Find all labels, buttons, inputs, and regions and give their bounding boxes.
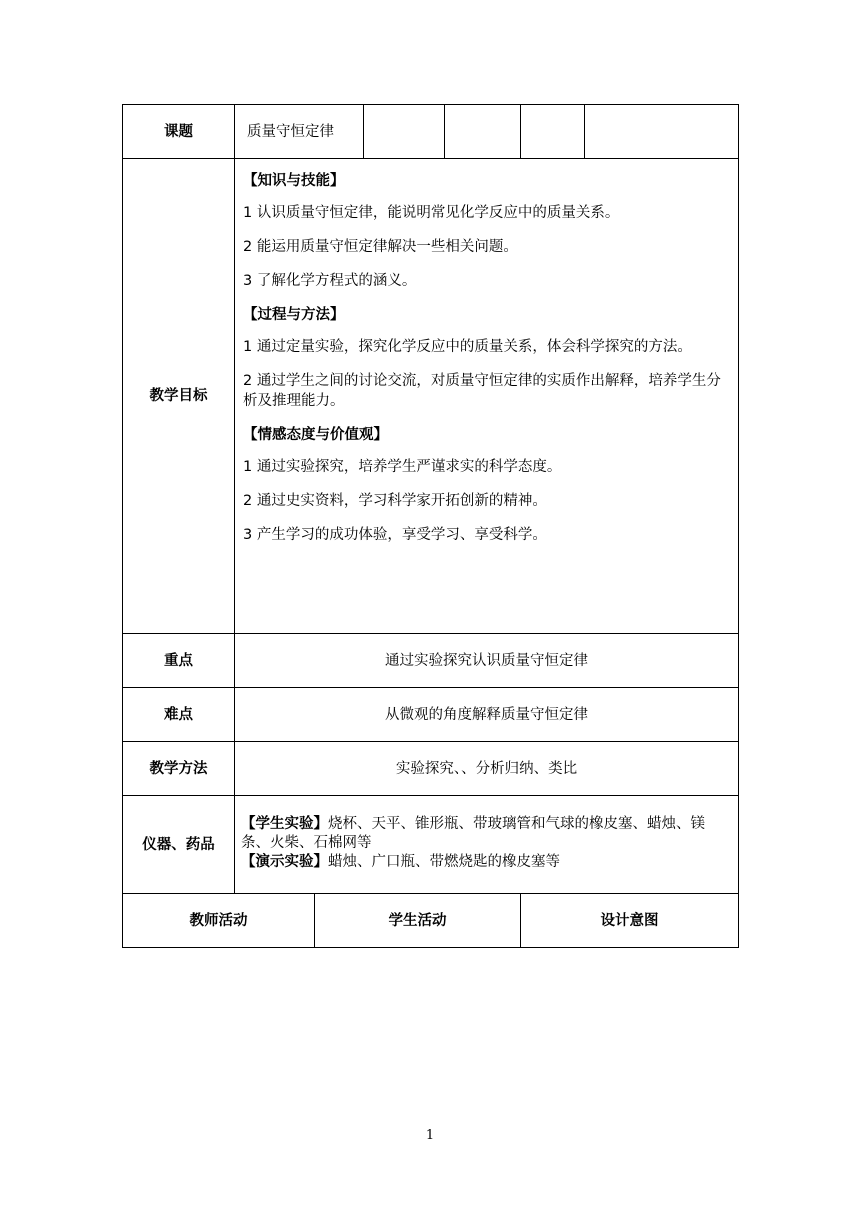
objective-item: 1 通过定量实验，探究化学反应中的质量关系，体会科学探究的方法。 (243, 339, 692, 355)
objective-item: 3 了解化学方程式的涵义。 (243, 273, 417, 289)
equipment-label: 仪器、药品 (123, 796, 235, 894)
objectives-label: 教学目标 (123, 159, 235, 634)
empty-cell-3 (521, 105, 585, 159)
equipment-row (123, 796, 739, 894)
key-point-label: 重点 (123, 634, 235, 688)
equipment-content (235, 796, 739, 894)
empty-cell-1 (364, 105, 445, 159)
objective-item: 2 通过史实资料，学习科学家开拓创新的精神。 (243, 493, 547, 509)
objective-heading: 【过程与方法】 (243, 307, 345, 323)
objective-heading: 【情感态度与价值观】 (243, 427, 388, 443)
difficulty-label: 难点 (123, 688, 235, 742)
topic-value: 质量守恒定律 (235, 105, 364, 159)
difficulty-value: 从微观的角度解释质量守恒定律 (235, 688, 739, 742)
design-intent-header: 设计意图 (521, 894, 739, 948)
objective-item: 3 产生学习的成功体验，享受学习、享受科学。 (243, 527, 547, 543)
student-experiment (241, 815, 732, 853)
student-experiment-label: 【学生实验】 (241, 816, 328, 832)
objective-heading: 【知识与技能】 (243, 173, 345, 189)
demo-experiment (241, 853, 732, 872)
student-experiment-text: 烧杯、天平、锥形瓶、带玻璃管和气球的橡皮塞、蜡烛、镁条、火柴、石棉网等 (241, 816, 705, 851)
objective-item: 1 通过实验探究，培养学生严谨求实的科学态度。 (243, 459, 562, 475)
topic-label: 课题 (123, 105, 235, 159)
method-label: 教学方法 (123, 742, 235, 796)
empty-cell-2 (445, 105, 521, 159)
empty-cell-4 (585, 105, 739, 159)
key-point-value: 通过实验探究认识质量守恒定律 (235, 634, 739, 688)
page-number: 1 (425, 1128, 435, 1143)
objective-item: 1 认识质量守恒定律，能说明常见化学反应中的质量关系。 (243, 205, 620, 221)
activities-header-row (123, 894, 739, 948)
method-value: 实验探究、、分析归纳、类比 (235, 742, 739, 796)
key-point-row (123, 634, 739, 688)
teacher-activity-header: 教师活动 (123, 894, 315, 948)
lesson-plan-table (122, 104, 739, 948)
method-row (123, 742, 739, 796)
demo-experiment-label: 【演示实验】 (241, 854, 328, 870)
student-activity-header: 学生活动 (315, 894, 521, 948)
objectives-row (123, 159, 739, 634)
objective-item: 2 能运用质量守恒定律解决一些相关问题。 (243, 239, 518, 255)
topic-row (123, 105, 739, 159)
objective-item: 2 通过学生之间的讨论交流，对质量守恒定律的实质作出解释，培养学生分析及推理能力。 (243, 373, 721, 409)
objectives-content (235, 159, 739, 634)
difficulty-row (123, 688, 739, 742)
demo-experiment-text: 蜡烛、广口瓶、带燃烧匙的橡皮塞等 (328, 854, 560, 870)
